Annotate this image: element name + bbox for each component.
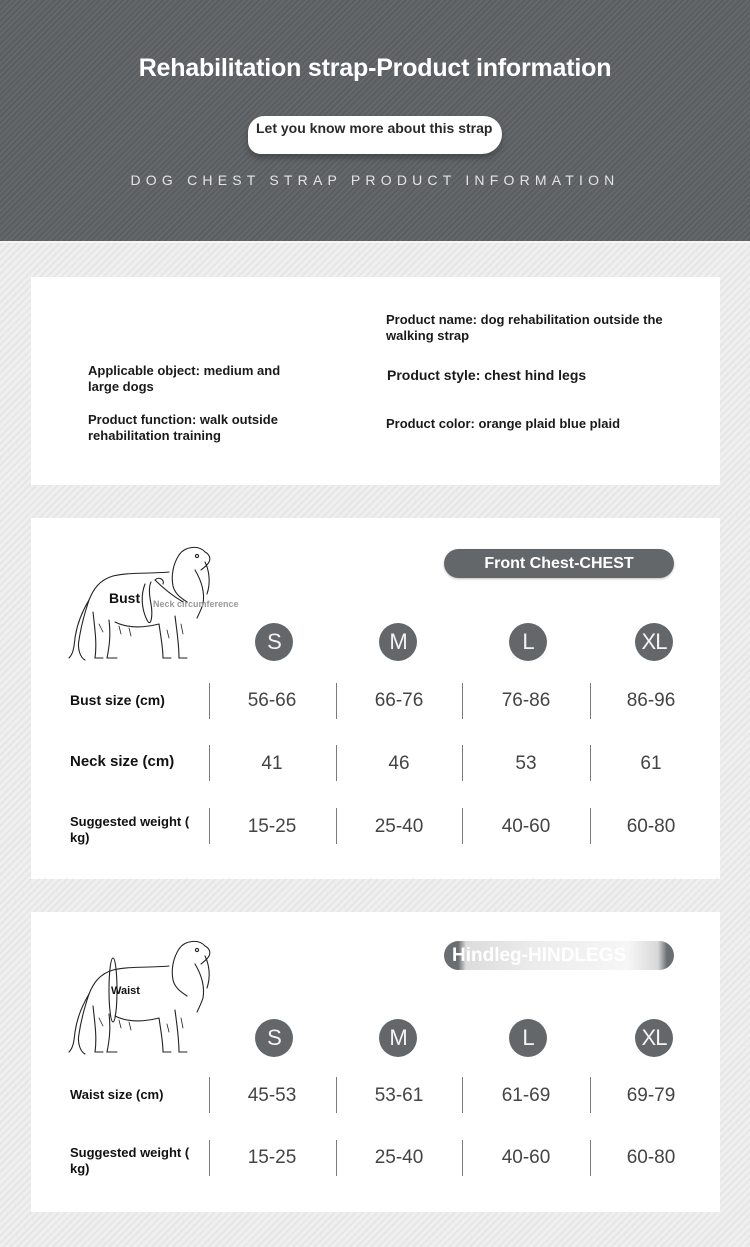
size-badge-l: L — [509, 1019, 547, 1057]
column-divider — [590, 808, 591, 844]
column-divider — [590, 1140, 591, 1176]
column-divider — [209, 1077, 210, 1113]
column-divider — [336, 1140, 337, 1176]
cell-bust-s: 56-66 — [247, 690, 297, 711]
column-divider — [462, 745, 463, 781]
bust-label: Bust — [109, 590, 141, 606]
cell-weight-xl: 60-80 — [626, 1147, 676, 1168]
size-badge-s: S — [255, 623, 293, 661]
column-divider — [336, 745, 337, 781]
cell-weight-m: 25-40 — [374, 1147, 424, 1168]
cell-weight-s: 15-25 — [247, 1147, 297, 1168]
column-divider — [209, 1140, 210, 1176]
column-divider — [336, 683, 337, 719]
cell-waist-m: 53-61 — [374, 1085, 424, 1106]
row-label-bust: Bust size (cm) — [70, 692, 165, 708]
cell-weight-m: 25-40 — [374, 816, 424, 837]
hindleg-size-card — [31, 912, 720, 1212]
column-divider — [209, 683, 210, 719]
banner-subtitle: DOG CHEST STRAP PRODUCT INFORMATION — [130, 172, 620, 188]
hindleg-section-title: Hindleg-HINDLEGS — [444, 941, 674, 970]
cell-bust-xl: 86-96 — [626, 690, 676, 711]
row-label-weight: Suggested weight ( kg) — [70, 814, 190, 845]
cell-weight-l: 40-60 — [501, 1147, 551, 1168]
column-divider — [590, 1077, 591, 1113]
cell-waist-xl: 69-79 — [626, 1085, 676, 1106]
subtitle-pill-text: Let you know more about this strap — [256, 120, 493, 136]
product-info-card — [31, 277, 720, 485]
column-divider — [209, 745, 210, 781]
cell-neck-xl: 61 — [640, 753, 662, 774]
size-badge-m: M — [379, 1019, 417, 1057]
cell-weight-s: 15-25 — [247, 816, 297, 837]
product-style: Product style: chest hind legs — [387, 367, 587, 383]
page-title: Rehabilitation strap-Product information — [138, 54, 612, 82]
size-badge-xl: XL — [635, 623, 673, 661]
column-divider — [590, 745, 591, 781]
product-name: Product name: dog rehabilitation outside the walking strap — [386, 312, 663, 343]
cell-neck-m: 46 — [388, 753, 410, 774]
size-badge-l: L — [509, 623, 547, 661]
cell-neck-s: 41 — [261, 753, 283, 774]
column-divider — [462, 1140, 463, 1176]
column-divider — [336, 1077, 337, 1113]
applicable-object: Applicable object: medium and large dogs — [88, 363, 281, 394]
cell-waist-l: 61-69 — [501, 1085, 551, 1106]
column-divider — [462, 1077, 463, 1113]
size-badge-s: S — [255, 1019, 293, 1057]
chest-section-title: Front Chest-CHEST — [444, 549, 674, 578]
cell-waist-s: 45-53 — [247, 1085, 297, 1106]
size-badge-xl: XL — [635, 1019, 673, 1057]
product-function: Product function: walk outside rehabilitation training — [88, 412, 278, 443]
row-label-neck: Neck size (cm) — [70, 753, 175, 770]
column-divider — [209, 808, 210, 844]
cell-bust-m: 66-76 — [374, 690, 424, 711]
cell-weight-l: 40-60 — [501, 816, 551, 837]
column-divider — [462, 808, 463, 844]
row-label-waist: Waist size (cm) — [70, 1087, 164, 1102]
waist-label: Waist — [111, 985, 140, 997]
column-divider — [590, 683, 591, 719]
cell-neck-l: 53 — [515, 753, 537, 774]
cell-weight-xl: 60-80 — [626, 816, 676, 837]
neck-circumference-label: Neck circumference — [153, 599, 239, 609]
cell-bust-l: 76-86 — [501, 690, 551, 711]
chest-size-card — [31, 518, 720, 879]
header-banner — [0, 0, 750, 243]
row-label-weight: Suggested weight ( kg) — [70, 1145, 190, 1176]
column-divider — [462, 683, 463, 719]
column-divider — [336, 808, 337, 844]
product-color: Product color: orange plaid blue plaid — [386, 416, 621, 431]
size-badge-m: M — [379, 623, 417, 661]
